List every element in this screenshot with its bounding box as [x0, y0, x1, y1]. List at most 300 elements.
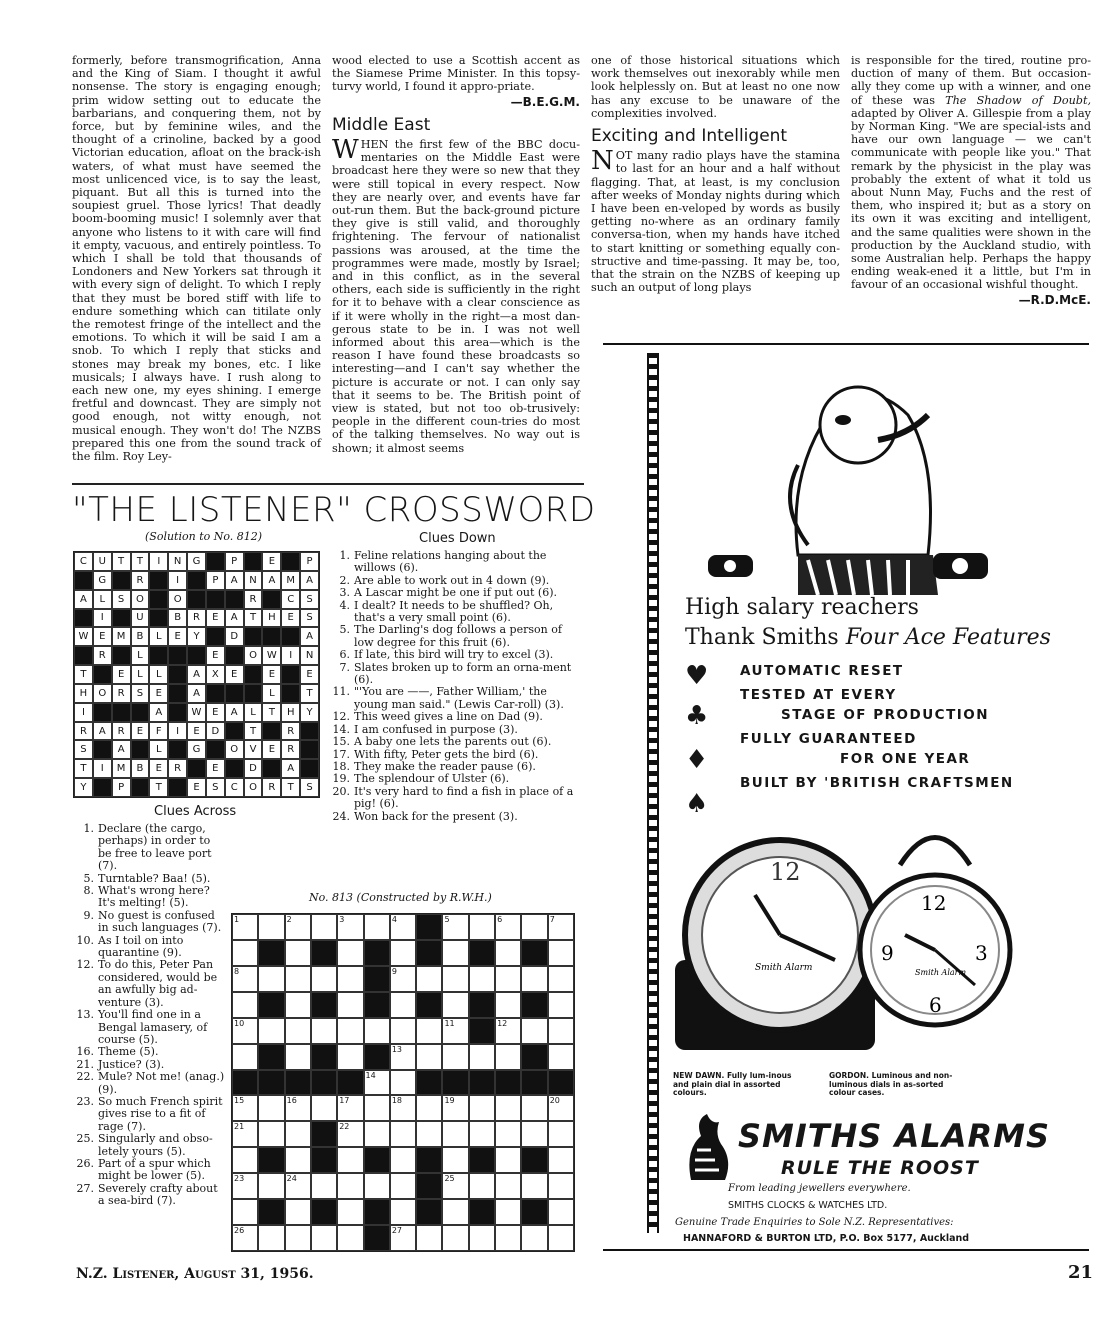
- puzzle-cell[interactable]: [285, 1018, 311, 1044]
- solution-cell: L: [149, 740, 168, 759]
- spade-icon: ♠: [685, 789, 709, 819]
- solution-cell: [112, 609, 131, 628]
- solution-cell: E: [262, 665, 281, 684]
- solution-cell: E: [262, 740, 281, 759]
- solution-cell: O: [225, 740, 244, 759]
- puzzle-cell[interactable]: [416, 1225, 442, 1251]
- puzzle-cell[interactable]: [495, 1044, 521, 1070]
- clue-across: 16. Theme (5).: [76, 1045, 159, 1059]
- puzzle-cell: [258, 1070, 284, 1096]
- ad-maker: SMITHS CLOCKS & WATCHES LTD.: [728, 1200, 888, 1211]
- solution-cell: [206, 627, 225, 646]
- puzzle-cell[interactable]: [416, 1018, 442, 1044]
- smiths-alarms-advertisement: [603, 343, 1089, 1251]
- solution-cell: R: [112, 684, 131, 703]
- solution-cell: L: [149, 665, 168, 684]
- solution-cell: [93, 665, 112, 684]
- solution-cell: C: [225, 778, 244, 797]
- solution-cell: I: [168, 571, 187, 590]
- puzzle-cell[interactable]: [285, 1147, 311, 1173]
- play-title: The Shadow of Doubt,: [945, 93, 1091, 107]
- solution-cell: E: [93, 627, 112, 646]
- solution-cell: [244, 552, 263, 571]
- puzzle-cell[interactable]: [495, 1121, 521, 1147]
- puzzle-cell[interactable]: [469, 1121, 495, 1147]
- solution-cell: [300, 759, 319, 778]
- solution-cell: G: [187, 740, 206, 759]
- puzzle-cell[interactable]: [521, 1225, 547, 1251]
- puzzle-cell[interactable]: 19: [442, 1095, 468, 1121]
- clue-down: 17. With fifty, Peter gets the bird (6).: [332, 747, 539, 761]
- puzzle-cell[interactable]: [258, 1018, 284, 1044]
- puzzle-cell[interactable]: [469, 914, 495, 940]
- puzzle-cell[interactable]: [416, 1121, 442, 1147]
- solution-cell: [168, 646, 187, 665]
- dropcap-n: N: [591, 146, 614, 177]
- solution-cell: [112, 571, 131, 590]
- puzzle-cell[interactable]: [364, 1095, 390, 1121]
- solution-cell: A: [262, 571, 281, 590]
- solution-cell: [149, 590, 168, 609]
- solution-cell: E: [206, 703, 225, 722]
- solution-cell: L: [149, 627, 168, 646]
- puzzle-cell[interactable]: [521, 1095, 547, 1121]
- puzzle-cell[interactable]: [337, 1044, 363, 1070]
- solution-cell: A: [225, 609, 244, 628]
- alarm-clocks-illustration: [675, 810, 1015, 1060]
- signature-rdmce: —R.D.McE.: [1018, 292, 1091, 307]
- puzzle-cell[interactable]: 27: [390, 1225, 416, 1251]
- puzzle-cell[interactable]: [521, 966, 547, 992]
- clues-across-list: [76, 823, 226, 1208]
- puzzle-cell[interactable]: [285, 966, 311, 992]
- page-number: 21: [1068, 1262, 1094, 1283]
- clock-brand-label: Smith Alarm: [755, 963, 813, 973]
- puzzle-cell[interactable]: [232, 1044, 258, 1070]
- puzzle-cell: [337, 1070, 363, 1096]
- puzzle-cell[interactable]: [548, 1121, 574, 1147]
- puzzle-cell[interactable]: 3: [337, 914, 363, 940]
- puzzle-cell[interactable]: [416, 1095, 442, 1121]
- puzzle-cell[interactable]: [548, 1044, 574, 1070]
- puzzle-cell: [364, 1147, 390, 1173]
- solution-cell: [206, 590, 225, 609]
- puzzle-cell[interactable]: [442, 1199, 468, 1225]
- puzzle-cell[interactable]: 14: [364, 1070, 390, 1096]
- puzzle-cell[interactable]: [469, 1225, 495, 1251]
- feature-1: AUTOMATIC RESET: [740, 663, 904, 679]
- solution-cell: [149, 646, 168, 665]
- puzzle-cell[interactable]: [548, 940, 574, 966]
- puzzle-cell[interactable]: [390, 1147, 416, 1173]
- ad-from-jewellers: From leading jewellers everywhere.: [728, 1183, 911, 1194]
- clue-down: 5. The Darling's dog follows a person of low degree for this fruit (6).: [339, 623, 562, 649]
- solution-cell: S: [131, 684, 150, 703]
- puzzle-cell[interactable]: [337, 1173, 363, 1199]
- puzzle-cell: [442, 1070, 468, 1096]
- solution-cell: I: [168, 722, 187, 741]
- chain-border: [647, 353, 659, 1233]
- puzzle-cell: [521, 1199, 547, 1225]
- puzzle-cell: [311, 940, 337, 966]
- puzzle-cell[interactable]: 20: [548, 1095, 574, 1121]
- puzzle-cell: [469, 1147, 495, 1173]
- puzzle-cell[interactable]: [285, 1044, 311, 1070]
- puzzle-cell[interactable]: [548, 1225, 574, 1251]
- solution-cell: S: [112, 590, 131, 609]
- puzzle-cell: [258, 1199, 284, 1225]
- puzzle-cell[interactable]: [364, 914, 390, 940]
- puzzle-cell[interactable]: 23: [232, 1173, 258, 1199]
- solution-cell: R: [168, 759, 187, 778]
- puzzle-cell[interactable]: [311, 1095, 337, 1121]
- solution-label: (Solution to No. 812): [145, 530, 263, 543]
- puzzle-cell[interactable]: 9: [390, 966, 416, 992]
- puzzle-cell[interactable]: 4: [390, 914, 416, 940]
- puzzle-cell[interactable]: 25: [442, 1173, 468, 1199]
- puzzle-cell: [469, 940, 495, 966]
- solution-cell: H: [74, 684, 93, 703]
- puzzle-cell[interactable]: [232, 1147, 258, 1173]
- clue-across: 22. Mule? Not me! (anag.) (9).: [76, 1070, 225, 1096]
- solution-cell: [168, 703, 187, 722]
- signature-begm: —B.E.G.M.: [510, 94, 580, 109]
- solution-cell: [281, 684, 300, 703]
- solution-cell: [225, 646, 244, 665]
- puzzle-cell[interactable]: [390, 1199, 416, 1225]
- solution-cell: L: [131, 665, 150, 684]
- puzzle-cell[interactable]: [258, 1225, 284, 1251]
- clue-across: 9. No guest is confused in such languages (7).: [83, 908, 222, 935]
- puzzle-cell[interactable]: [390, 1173, 416, 1199]
- puzzle-cell: [258, 1147, 284, 1173]
- puzzle-cell[interactable]: [258, 1095, 284, 1121]
- puzzle-cell[interactable]: [311, 1173, 337, 1199]
- feature-2a: TESTED AT EVERY: [740, 687, 897, 703]
- solution-cell: C: [74, 552, 93, 571]
- clues-down-heading: Clues Down: [419, 531, 496, 546]
- puzzle-cell[interactable]: [337, 992, 363, 1018]
- puzzle-cell[interactable]: 16: [285, 1095, 311, 1121]
- puzzle-cell: [364, 992, 390, 1018]
- clue-down: 14. I am confused in purpose (3).: [332, 722, 518, 736]
- puzzle-cell[interactable]: [521, 1121, 547, 1147]
- solution-cell: [206, 684, 225, 703]
- puzzle-cell[interactable]: [442, 992, 468, 1018]
- solution-cell: T: [244, 609, 263, 628]
- puzzle-cell[interactable]: [258, 1173, 284, 1199]
- puzzle-cell[interactable]: 11: [442, 1018, 468, 1044]
- puzzle-cell[interactable]: [258, 914, 284, 940]
- puzzle-cell[interactable]: [548, 992, 574, 1018]
- solution-cell: [262, 722, 281, 741]
- solution-cell: [262, 627, 281, 646]
- puzzle-cell[interactable]: 7: [548, 914, 574, 940]
- puzzle-cell[interactable]: 13: [390, 1044, 416, 1070]
- solution-cell: A: [112, 740, 131, 759]
- solution-cell: I: [93, 759, 112, 778]
- puzzle-cell: [416, 1199, 442, 1225]
- clues-across-heading: Clues Across: [154, 804, 237, 819]
- puzzle-cell[interactable]: [521, 914, 547, 940]
- solution-cell: O: [244, 646, 263, 665]
- puzzle-cell[interactable]: [495, 1225, 521, 1251]
- puzzle-cell[interactable]: [285, 992, 311, 1018]
- puzzle-cell[interactable]: 2: [285, 914, 311, 940]
- puzzle-cell[interactable]: [311, 966, 337, 992]
- middle-east-text: HEN the first few of the BBC docu-mentaries on the Middle East were broadcast here they were so new that they were still topical in every respect. Now they are nearly over, and events have far out-run them. But the back-ground picture they give is still valid, and thoroughly frightening. The fervour of nationalist passions was aroused, at the time the programmes were made, mostly by Israel; and in this conflict, as in the several others, each side is sufficiently in the right for it to behave with a clear conscience as if it were wholly in the right—a most dan-gerous state to be in. I was not well informed about this area—which is the reason I have found these broadcasts so interesting—and I can't say whether the picture is accurate or not. I can only say that it seems to be. The British point of view is stated, but not too ob-trusively: people in the different coun-tries do most of the talking themselves. No way out is shown; it almost seems: [332, 138, 580, 455]
- puzzle-cell[interactable]: 1: [232, 914, 258, 940]
- solution-cell: [187, 571, 206, 590]
- puzzle-cell: [232, 1070, 258, 1096]
- puzzle-cell[interactable]: [548, 1147, 574, 1173]
- puzzle-cell[interactable]: [285, 1199, 311, 1225]
- clue-down: 24. Won back for the present (3).: [332, 809, 518, 823]
- puzzle-cell[interactable]: [495, 992, 521, 1018]
- solution-cell: E: [112, 665, 131, 684]
- solution-cell: E: [206, 646, 225, 665]
- solution-cell: A: [93, 722, 112, 741]
- solution-cell: [281, 627, 300, 646]
- solution-cell: [206, 552, 225, 571]
- puzzle-cell[interactable]: [442, 1044, 468, 1070]
- puzzle-cell: [416, 940, 442, 966]
- solution-cell: A: [281, 759, 300, 778]
- puzzle-cell: [548, 1070, 574, 1096]
- puzzle-cell[interactable]: [495, 1199, 521, 1225]
- ad-headline-1: High salary reachers: [685, 595, 919, 620]
- puzzle-cell[interactable]: 22: [337, 1121, 363, 1147]
- solution-cell: X: [206, 665, 225, 684]
- puzzle-cell: [521, 940, 547, 966]
- puzzle-cell[interactable]: [258, 1121, 284, 1147]
- clue-across: 12. To do this, Peter Pan considered, would be an awfully big ad-venture (3).: [76, 958, 218, 1009]
- puzzle-cell[interactable]: 24: [285, 1173, 311, 1199]
- clock-brand-label-2: Smith Alarm: [915, 968, 967, 977]
- solution-cell: E: [262, 552, 281, 571]
- solution-cell: U: [93, 552, 112, 571]
- slogan-rule-the-roost: RULE THE ROOST: [781, 1157, 979, 1179]
- puzzle-cell[interactable]: [285, 1121, 311, 1147]
- solution-cell: T: [74, 759, 93, 778]
- solution-cell: M: [281, 571, 300, 590]
- solution-cell: [74, 609, 93, 628]
- solution-cell: [206, 740, 225, 759]
- puzzle-cell[interactable]: [390, 1070, 416, 1096]
- puzzle-cell[interactable]: 8: [232, 966, 258, 992]
- solution-cell: [187, 646, 206, 665]
- puzzle-cell[interactable]: 10: [232, 1018, 258, 1044]
- puzzle-cell[interactable]: [285, 1225, 311, 1251]
- puzzle-cell[interactable]: [469, 1044, 495, 1070]
- solution-cell: R: [281, 740, 300, 759]
- review-end-text: wood elected to use a Scottish accent as the Siamese Prime Minister. In this topsy-turvy world, I found it appro-priate.: [332, 54, 580, 94]
- puzzle-cell[interactable]: [258, 966, 284, 992]
- svg-text:3: 3: [975, 941, 988, 965]
- puzzle-cell[interactable]: 21: [232, 1121, 258, 1147]
- puzzle-cell[interactable]: [416, 966, 442, 992]
- solution-cell: [112, 646, 131, 665]
- rooster-icon: [681, 1110, 737, 1190]
- puzzle-cell[interactable]: [469, 966, 495, 992]
- clue-across: 10. As I toil on into quarantine (9).: [76, 933, 184, 960]
- puzzle-cell[interactable]: [337, 940, 363, 966]
- svg-text:12: 12: [770, 858, 801, 886]
- section-divider: [72, 483, 584, 485]
- solution-cell: I: [149, 552, 168, 571]
- puzzle-cell: [364, 1044, 390, 1070]
- solution-cell: [74, 646, 93, 665]
- puzzle-cell: [364, 1225, 390, 1251]
- ad-representatives: HANNAFORD & BURTON LTD, P.O. Box 5177, Auckland: [683, 1233, 970, 1244]
- puzzle-cell: [258, 1044, 284, 1070]
- puzzle-cell[interactable]: 26: [232, 1225, 258, 1251]
- solution-cell: H: [262, 609, 281, 628]
- puzzle-cell[interactable]: [337, 1147, 363, 1173]
- puzzle-cell[interactable]: 18: [390, 1095, 416, 1121]
- puzzle-cell: [469, 992, 495, 1018]
- puzzle-cell[interactable]: [469, 1173, 495, 1199]
- article-column-2: [332, 54, 580, 455]
- caption-new-dawn: NEW DAWN. Fully lum-inous and plain dial in assorted colours.: [673, 1071, 792, 1097]
- puzzle-cell[interactable]: 6: [495, 914, 521, 940]
- puzzle-cell[interactable]: [442, 1147, 468, 1173]
- puzzle-cell[interactable]: [232, 992, 258, 1018]
- solution-cell: S: [74, 740, 93, 759]
- puzzle-cell: [521, 1070, 547, 1096]
- solution-cell: W: [262, 646, 281, 665]
- puzzle-cell[interactable]: [364, 1018, 390, 1044]
- puzzle-cell: [469, 1070, 495, 1096]
- solution-cell: A: [187, 684, 206, 703]
- solution-cell: [168, 684, 187, 703]
- puzzle-cell[interactable]: 12: [495, 1018, 521, 1044]
- puzzle-cell[interactable]: [364, 1121, 390, 1147]
- solution-cell: [244, 684, 263, 703]
- solution-cell: F: [149, 722, 168, 741]
- puzzle-cell[interactable]: [442, 966, 468, 992]
- puzzle-cell[interactable]: [390, 1018, 416, 1044]
- solution-cell: O: [168, 590, 187, 609]
- puzzle-cell[interactable]: 15: [232, 1095, 258, 1121]
- puzzle-cell[interactable]: [337, 1018, 363, 1044]
- ad-headline-2b: Four Ace Features: [845, 625, 1051, 650]
- puzzle-cell[interactable]: 5: [442, 914, 468, 940]
- puzzle-cell[interactable]: [390, 940, 416, 966]
- puzzle-cell[interactable]: [548, 1173, 574, 1199]
- puzzle-cell[interactable]: [337, 966, 363, 992]
- solution-cell: [131, 740, 150, 759]
- solution-cell: S: [206, 778, 225, 797]
- clue-across: 5. Turntable? Baa! (5).: [83, 871, 211, 885]
- solution-cell: G: [187, 552, 206, 571]
- clue-down: 18. They make the reader pause (6).: [332, 759, 536, 773]
- puzzle-cell[interactable]: [390, 1121, 416, 1147]
- puzzle-cell[interactable]: [548, 966, 574, 992]
- puzzle-grid[interactable]: [231, 913, 575, 1252]
- puzzle-cell: [364, 940, 390, 966]
- solution-cell: L: [262, 684, 281, 703]
- puzzle-cell[interactable]: [364, 1173, 390, 1199]
- column-1-text: formerly, before transmogrification, Anna and the King of Siam. I thought it awful nonsense. The story is engaging enough; prim widow setting out to educate the barbarians, and conquering them, not by force, but by feminine wiles, and the thought of a crinoline, backed by a good Victorian education, afloat on the brack-ish waters, of what must have seemed the most unlicenced vice, is to say the least, piquant. But all this is turned into the soupiest gruel. Those lyrics! That deadly boom-booming music! I solemnly aver that anyone who listens to it with care will find it empty, vacuous, and entirely pointless. To which I shall be told that thousands of Londoners and New Yorkers sat through it with every sign of delight. To which I reply that they must be bored stiff with life to endure something which can titilate only the remotest fringe of the intellect and the emotions. To which it will be said I am a snob. To which I reply that sticks and stones may break my bones, etc. I like musicals; I always have. I rush along to each new one, my eyes shining. I emerge fretful and downcast. They are simply not good enough, not witty enough, not musical enough. They won't do! The NZBS prepared this one from the sound track of the film. Roy Ley-: [72, 54, 321, 464]
- solution-cell: B: [131, 627, 150, 646]
- clue-across: 26. Part of a spur which might be lower (5).: [76, 1156, 211, 1183]
- heading-middle-east: Middle East: [332, 114, 431, 135]
- puzzle-cell[interactable]: 17: [337, 1095, 363, 1121]
- puzzle-cell: [521, 1147, 547, 1173]
- solution-cell: [168, 740, 187, 759]
- puzzle-cell[interactable]: [521, 1173, 547, 1199]
- puzzle-cell[interactable]: [495, 1173, 521, 1199]
- column-4-text-b: adapted by Oliver A. Gillespie from a play by Norman King. "We are special-ists and have our own language — we can't communicate with people like you." That remark by the physicist in the play was probably the extent of what it told us about Nunn May, Fuchs and the rest of them, who inspired it; but as a story on its own it was exciting and intelligent, and the same qualities were shown in the production by the Auckland studio, with some Australian help. Perhaps the happy ending weak-ened it a little, but I'm in favour of an occasional wishful thought.: [851, 106, 1091, 292]
- puzzle-cell[interactable]: [311, 914, 337, 940]
- puzzle-cell[interactable]: [337, 1199, 363, 1225]
- puzzle-cell[interactable]: [548, 1018, 574, 1044]
- puzzle-cell[interactable]: [232, 1199, 258, 1225]
- clue-down: 6. If late, this bird will try to excel (3).: [339, 648, 554, 662]
- puzzle-cell[interactable]: [495, 1095, 521, 1121]
- solution-cell: P: [206, 571, 225, 590]
- puzzle-cell[interactable]: [285, 940, 311, 966]
- puzzle-cell: [495, 1070, 521, 1096]
- puzzle-cell: [416, 1147, 442, 1173]
- heart-icon: ♥: [685, 661, 709, 691]
- solution-cell: T: [131, 552, 150, 571]
- puzzle-cell[interactable]: [416, 1044, 442, 1070]
- puzzle-cell[interactable]: [548, 1199, 574, 1225]
- solution-cell: R: [187, 609, 206, 628]
- puzzle-cell[interactable]: [311, 1018, 337, 1044]
- puzzle-cell[interactable]: [469, 1095, 495, 1121]
- puzzle-cell[interactable]: [495, 966, 521, 992]
- clues-down-list: [332, 550, 580, 823]
- footer-publication: N.Z. Listener, August 31, 1956.: [76, 1266, 314, 1282]
- clue-down: 20. It's very hard to find a fish in place of a pig! (6).: [332, 784, 574, 811]
- solution-cell: [281, 552, 300, 571]
- solution-cell: N: [168, 552, 187, 571]
- puzzle-cell[interactable]: [390, 992, 416, 1018]
- clue-down: 7. Slates broken up to form an orna-ment (6).: [339, 660, 572, 687]
- solution-cell: D: [206, 722, 225, 741]
- feature-3b: FOR ONE YEAR: [840, 751, 971, 767]
- solution-cell: O: [131, 590, 150, 609]
- solution-cell: C: [281, 590, 300, 609]
- puzzle-cell: [521, 992, 547, 1018]
- puzzle-cell[interactable]: [311, 1225, 337, 1251]
- puzzle-cell[interactable]: [495, 1147, 521, 1173]
- puzzle-cell[interactable]: [232, 940, 258, 966]
- puzzle-cell[interactable]: [442, 940, 468, 966]
- ad-headline-2: [685, 625, 1051, 650]
- clue-down: 11. "'You are ——, Father William,' the young man said." (Lewis Car-roll) (3).: [332, 685, 564, 711]
- solution-cell: A: [149, 703, 168, 722]
- ad-trade-enquiries: Genuine Trade Enquiries to Sole N.Z. Representatives:: [675, 1217, 954, 1228]
- solution-cell: [93, 703, 112, 722]
- solution-cell: I: [281, 646, 300, 665]
- solution-cell: O: [93, 684, 112, 703]
- solution-cell: O: [244, 778, 263, 797]
- solution-cell: R: [74, 722, 93, 741]
- puzzle-cell[interactable]: [442, 1121, 468, 1147]
- puzzle-cell[interactable]: [521, 1018, 547, 1044]
- solution-cell: B: [131, 759, 150, 778]
- puzzle-cell[interactable]: [442, 1225, 468, 1251]
- puzzle-cell[interactable]: [495, 940, 521, 966]
- solution-cell: [225, 684, 244, 703]
- puzzle-cell[interactable]: [337, 1225, 363, 1251]
- exciting-text: OT many radio plays have the stamina to last for an hour and a half without flagging. That, at least, is my conclusion after weeks of Monday nights during which I have been en-veloped by words as busily getting no-where as an ordinary family conversa-tion, when my hands have itched to start knitting or something equally con-structive and time-passing. It may be, too, that the strain on the NZBS of keeping up such an output of long plays: [591, 149, 840, 295]
- puzzle-cell: [416, 1070, 442, 1096]
